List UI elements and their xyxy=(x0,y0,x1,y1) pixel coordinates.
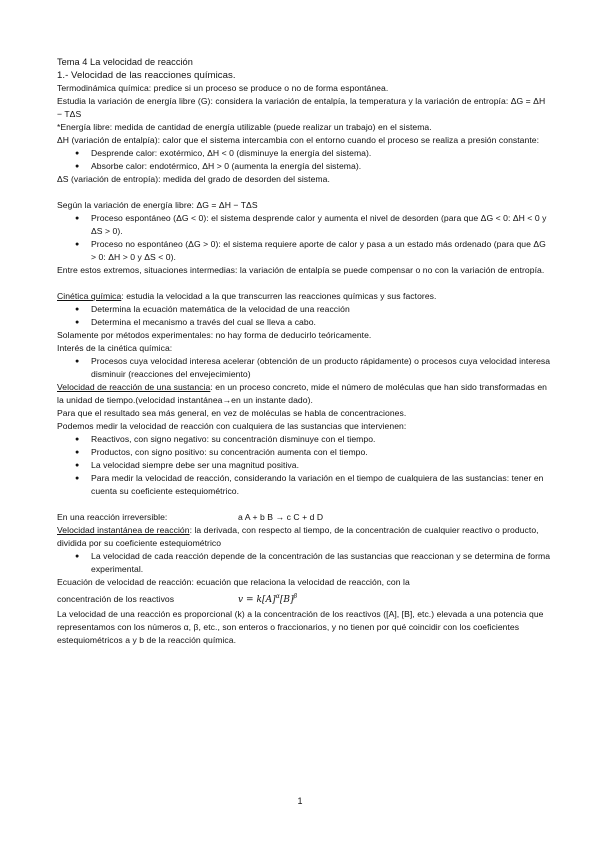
paragraph-concentracion xyxy=(57,589,552,608)
paragraph-solamente: Solamente por métodos experimentales: no hay forma de deducirlo teóricamente. xyxy=(57,330,372,340)
document-body xyxy=(57,56,552,647)
list-item: ● La velocidad siempre debe ser una magnitud positiva. xyxy=(57,459,552,472)
paragraph-irreversible xyxy=(57,511,552,524)
def-velocidad-instantanea: : la derivada, con respecto al tiempo, de la concentración de cualquier reactivo o producto, dividida por su coeficiente estequiométrico xyxy=(57,525,539,548)
list-item: ● La velocidad de cada reacción depende de la concentración de las sustancias que reaccionan y se determina de forma experimental. xyxy=(57,550,552,576)
paragraph-energia-libre-variacion: Estudia la variación de energía libre (G): considera la variación de entalpía, la temperatura y la variación de entropía: ΔG = ΔH − TΔS xyxy=(57,96,546,119)
document-title: Tema 4 La velocidad de reacción xyxy=(57,57,193,67)
interes-list xyxy=(57,355,552,381)
paragraph-termodinamica: Termodinámica química: predice si un proceso se produce o no de forma espontánea. xyxy=(57,83,389,93)
list-item: ● Proceso espontáneo (ΔG < 0): el sistema desprende calor y aumenta el nivel de desorden (para que ΔG < 0: ΔH < 0 y ΔS > 0). xyxy=(57,212,552,238)
list-item: ● Determina la ecuación matemática de la velocidad de una reacción xyxy=(57,303,552,316)
paragraph-ecuacion: Ecuación de velocidad de reacción: ecuación que relaciona la velocidad de reacción, con la xyxy=(57,577,410,587)
def-cinetica: : estudia la velocidad a la que transcurren las reacciones químicas y sus factores. xyxy=(121,291,437,301)
list-item: ● Desprende calor: exotérmico, ΔH < 0 (disminuye la energía del sistema). xyxy=(57,147,552,160)
def-velocidad-sustancia: : en un proceso concreto, mide el número de moléculas que han sido transformadas en la unidad de tiempo.(velocidad instantánea→en un instante dado). xyxy=(57,382,547,405)
term-velocidad-sustancia: Velocidad de reacción de una sustancia xyxy=(57,382,211,392)
paragraph-entalpia: ΔH (variación de entalpía): calor que el sistema intercambia con el entorno cuando el proceso se realiza a presión constante: xyxy=(57,135,540,145)
list-item: ● Productos, con signo positivo: su concentración aumenta con el tiempo. xyxy=(57,446,552,459)
paragraph-para-que: Para que el resultado sea más general, en vez de moléculas se habla de concentraciones. xyxy=(57,408,407,418)
list-item: ● Proceso no espontáneo (ΔG > 0): el sistema requiere aporte de calor y pasa a un estado más ordenado (para que ΔG > 0: ΔH > 0 y ΔS < 0). xyxy=(57,238,552,264)
cinetica-list xyxy=(57,303,552,329)
paragraph-podemos: Podemos medir la velocidad de reacción con cualquiera de las sustancias que intervienen: xyxy=(57,421,407,431)
page-number: 1 xyxy=(297,796,303,806)
velocidad-list xyxy=(57,550,552,576)
paragraph-velocidad-instantanea xyxy=(57,524,552,550)
paragraph-entropia: ΔS (variación de entropía): medida del grado de desorden del sistema. xyxy=(57,174,330,184)
list-item: ● Absorbe calor: endotérmico, ΔH > 0 (aumenta la energía del sistema). xyxy=(57,160,552,173)
term-velocidad-instantanea: Velocidad instantánea de reacción xyxy=(57,525,190,535)
concentracion-label: concentración de los reactivos xyxy=(57,594,175,604)
paragraph-energia-libre-def: *Energía libre: medida de cantidad de energía utilizable (puede realizar un trabajo) en el sistema. xyxy=(57,122,432,132)
entalpia-list xyxy=(57,147,552,173)
espontaneidad-list xyxy=(57,212,552,264)
sustancias-list xyxy=(57,433,552,498)
reaction-equation: a A + b B → c C + d D xyxy=(238,512,324,522)
irreversible-label: En una reacción irreversible: xyxy=(57,512,168,522)
rate-law-formula: $v = k[A]^\alpha[B]^\beta$ xyxy=(238,593,298,605)
paragraph-cinetica xyxy=(57,290,552,303)
paragraph-interes: Interés de la cinética química: xyxy=(57,343,173,353)
term-cinetica: Cinética química xyxy=(57,291,122,301)
list-item: ● Para medir la velocidad de reacción, considerando la variación en el tiempo de cualquiera de las sustancias: tener en cuenta su coeficiente estequiométrico. xyxy=(57,472,552,498)
paragraph-velocidad-sustancia xyxy=(57,381,552,407)
list-item: ● Procesos cuya velocidad interesa acelerar (obtención de un producto rápidamente) o procesos cuya velocidad interesa disminuir (reacciones del envejecimiento) xyxy=(57,355,552,381)
paragraph-proporcional: La velocidad de una reacción es proporcional (k) a la concentración de los reactivos ([A], [B], etc.) elevada a una potencia que representamos con los números α, β, etc., son enteros o fraccionarios, y no tienen por qué coincidir con los coeficientes estequiométricos a y b de la reacción química. xyxy=(57,609,544,645)
list-item: ● Determina el mecanismo a través del cual se lleva a cabo. xyxy=(57,316,552,329)
list-item: ● Reactivos, con signo negativo: su concentración disminuye con el tiempo. xyxy=(57,433,552,446)
section-heading: 1.- Velocidad de las reacciones químicas. xyxy=(57,70,236,81)
paragraph-entre-extremos: Entre estos extremos, situaciones intermedias: la variación de entalpía se puede compensar o no con la variación de entropía. xyxy=(57,265,545,275)
paragraph-segun: Según la variación de energía libre: ΔG = ΔH − TΔS xyxy=(57,200,258,210)
